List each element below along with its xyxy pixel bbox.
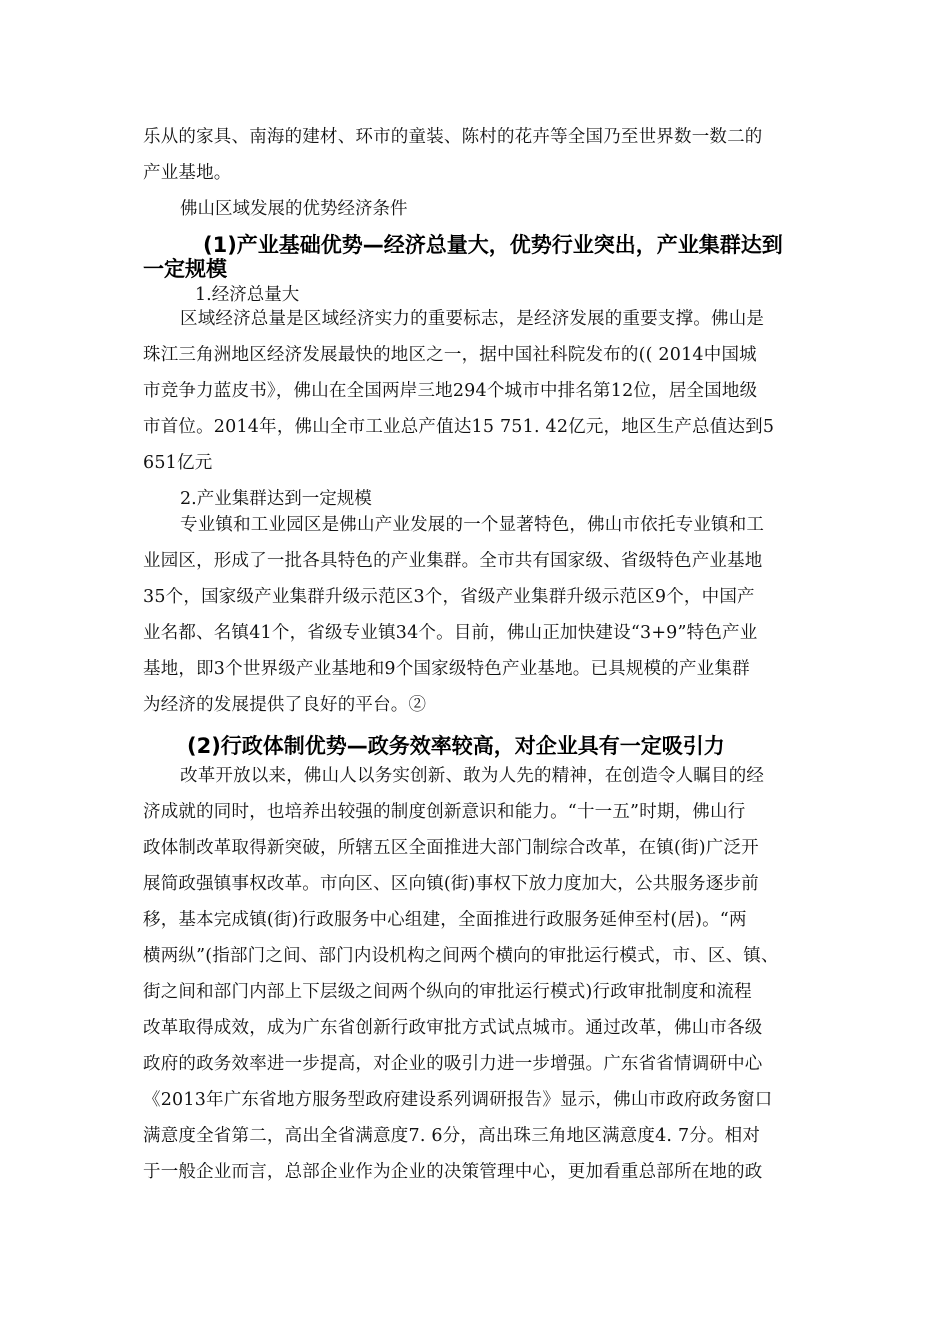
paragraph-3-line-10: 《2013年广东省地方服务型政府建设系列调研报告》显示，佛山市政府政务窗口 xyxy=(143,1090,773,1110)
paragraph-3-line-2: 济成就的同时，也培养出较强的制度创新意识和能力。“十一五”时期，佛山行 xyxy=(143,802,746,822)
paragraph-1-line-2: 珠江三角洲地区经济发展最快的地区之一，据中国社科院发布的(( 2014中国城 xyxy=(143,345,757,365)
section-title: 佛山区域发展的优势经济条件 xyxy=(180,199,408,219)
subheading-1: 1.经济总量大 xyxy=(195,285,300,305)
paragraph-3-line-9: 政府的政务效率进一步提高，对企业的吸引力进一步增强。广东省省情调研中心 xyxy=(143,1054,763,1074)
heading-1-line-1: (1)产业基础优势—经济总量大，优势行业突出，产业集群达到 xyxy=(203,233,783,257)
subheading-2: 2.产业集群达到一定规模 xyxy=(180,489,372,509)
paragraph-1-line-4: 市首位。2014年，佛山全市工业总产值达15 751. 42亿元，地区生产总值达到5 xyxy=(143,417,775,437)
intro-line-1: 乐从的家具、南海的建材、环市的童装、陈村的花卉等全国乃至世界数一数二的 xyxy=(143,127,763,147)
paragraph-3-line-11: 满意度全省第二，高出全省满意度7. 6分，高出珠三角地区满意度4. 7分。相对 xyxy=(143,1126,761,1146)
intro-line-2: 产业基地。 xyxy=(143,163,232,183)
paragraph-2-line-2: 业园区，形成了一批各具特色的产业集群。全市共有国家级、省级特色产业基地 xyxy=(143,551,763,571)
paragraph-3-line-3: 政体制改革取得新突破，所辖五区全面推进大部门制综合改革，在镇(街)广泛开 xyxy=(143,838,759,858)
paragraph-2-line-3: 35个，国家级产业集群升级示范区3个，省级产业集群升级示范区9个，中国产 xyxy=(143,587,755,607)
paragraph-1-line-3: 市竞争力蓝皮书》，佛山在全国两岸三地294个城市中排名第12位，居全国地级 xyxy=(143,381,758,401)
paragraph-3-line-8: 改革取得成效，成为广东省创新行政审批方式试点城市。通过改革，佛山市各级 xyxy=(143,1018,763,1038)
paragraph-3-line-4: 展简政强镇事权改革。市向区、区向镇(街)事权下放力度加大，公共服务逐步前 xyxy=(143,874,759,894)
paragraph-1-line-1: 区域经济总量是区域经济实力的重要标志，是经济发展的重要支撑。佛山是 xyxy=(180,309,765,329)
paragraph-3-line-5: 移，基本完成镇(街)行政服务中心组建，全面推进行政服务延伸至村(居)。“两 xyxy=(143,910,747,930)
paragraph-2-line-1: 专业镇和工业园区是佛山产业发展的一个显著特色，佛山市依托专业镇和工 xyxy=(180,515,765,535)
paragraph-3-line-7: 街之间和部门内部上下层级之间两个纵向的审批运行模式)行政审批制度和流程 xyxy=(143,982,752,1002)
paragraph-2-line-5: 基地，即3个世界级产业基地和9个国家级特色产业基地。已具规模的产业集群 xyxy=(143,659,750,679)
heading-2: (2)行政体制优势—政务效率较高，对企业具有一定吸引力 xyxy=(187,734,725,758)
paragraph-3-line-12: 于一般企业而言，总部企业作为企业的决策管理中心，更加看重总部所在地的政 xyxy=(143,1162,763,1182)
paragraph-3-line-1: 改革开放以来，佛山人以务实创新、敢为人先的精神，在创造令人瞩目的经 xyxy=(180,766,765,786)
paragraph-3-line-6: 横两纵”(指部门之间、部门内设机构之间两个横向的审批运行模式，市、区、镇、 xyxy=(143,946,779,966)
paragraph-2-line-4: 业名都、名镇41个，省级专业镇34个。目前，佛山正加快建设“3+9”特色产业 xyxy=(143,623,758,643)
paragraph-1-line-5: 651亿元 xyxy=(143,453,213,473)
heading-1-line-2: 一定规模 xyxy=(143,257,227,281)
paragraph-2-line-6: 为经济的发展提供了良好的平台。② xyxy=(143,695,427,715)
